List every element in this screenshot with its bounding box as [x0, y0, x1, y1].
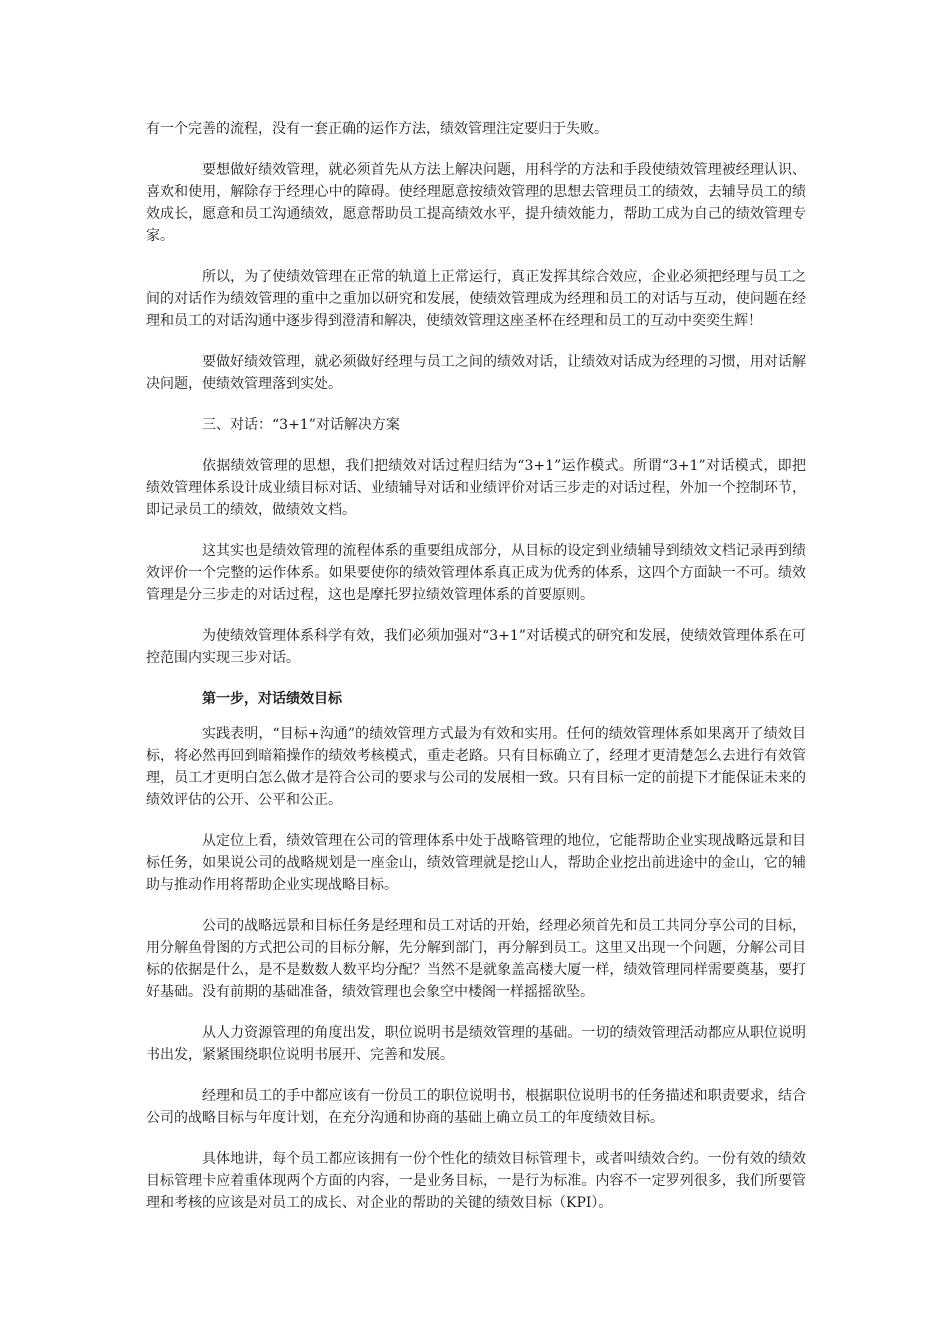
paragraph-annual-goals: 经理和员工的手中都应该有一份员工的职位说明书，根据职位说明书的任务描述和职责要求，结合公司的战略目标与年度计划，在充分沟通和协商的基础上确立员工的年度绩效目标。	[146, 1088, 806, 1126]
paragraph-dialogue-importance: 所以，为了使绩效管理在正常的轨道上正常运行，真正发挥其综合效应，企业必须把经理与员工之间的对话作为绩效管理的重中之重加以研究和发展，使绩效管理成为经理和员工的对话与互动，使问题在经理和员工的对话沟通中逐步得到澄清和解决，使绩效管理这座圣杯在经理和员工的互动中奕奕生辉！	[146, 269, 806, 329]
paragraph-method: 要想做好绩效管理，就必须首先从方法上解决问题，用科学的方法和手段使绩效管理被经理认识、喜欢和使用，解除存于经理心中的障碍。使经理愿意按绩效管理的思想去管理员工的绩效，去辅导员工的绩效成长，愿意和员工沟通绩效，愿意帮助员工提高绩效水平，提升绩效能力，帮助工成为自己的绩效管理专家。	[146, 162, 806, 244]
paragraph-kpi-card: 具体地讲，每个员工都应该拥有一份个性化的绩效目标管理卡，或者叫绩效合约。一份有效的绩效目标管理卡应着重体现两个方面的内容，一是业务目标，一是行为标准。内容不一定罗列很多，我们所要管理和考核的应该是对员工的成长、对企业的帮助的关键的绩效目标（KPI）。	[146, 1151, 806, 1211]
paragraph-failure-warning: 有一个完善的流程，没有一套正确的运作方法，绩效管理注定要归于失败。	[146, 121, 608, 137]
paragraph-goal-communication: 实践表明，“目标+沟通”的绩效管理方式最为有效和实用。任何的绩效管理体系如果离开了绩效目标，将必然再回到暗箱操作的绩效考核模式，重走老路。只有目标确立了，经理才更清楚怎么去进行有效管理，员工才更明白怎么做才是符合公司的要求与公司的发展相一致。只有目标一定的前提下才能保证未来的绩效评估的公开、公平和公正。	[146, 726, 806, 808]
paragraph-process-system: 这其实也是绩效管理的流程体系的重要组成部分，从目标的设定到业绩辅导到绩效文档记录再到绩效评价一个完整的运作体系。如果要使你的绩效管理体系真正成为优秀的体系，这四个方面缺一不可。绩效管理是分三步走的对话过程，这也是摩托罗拉绩效管理体系的首要原则。	[146, 543, 806, 603]
paragraph-dialogue-habit: 要做好绩效管理，就必须做好经理与员工之间的绩效对话，让绩效对话成为经理的习惯，用对话解决问题，使绩效管理落到实处。	[146, 354, 806, 392]
heading-step-one: 第一步，对话绩效目标	[202, 691, 342, 707]
paragraph-strategic-position: 从定位上看，绩效管理在公司的管理体系中处于战略管理的地位，它能帮助企业实现战略远景和目标任务，如果说公司的战略规划是一座金山，绩效管理就是挖山人，帮助企业挖出前进途中的金山，它的辅助与推动作用将帮助企业实现战略目标。	[146, 833, 806, 893]
paragraph-goal-decomposition: 公司的战略远景和目标任务是经理和员工对话的开始，经理必须首先和员工共同分享公司的目标，用分解鱼骨图的方式把公司的目标分解，先分解到部门，再分解到员工。这里又出现一个问题，分解公司目标的依据是什么，是不是数数人数平均分配？当然不是就象盖高楼大厦一样，绩效管理同样需要奠基，要打好基础。没有前期的基础准备，绩效管理也会象空中楼阁一样摇摇欲坠。	[146, 918, 806, 1000]
paragraph-three-step: 为使绩效管理体系科学有效，我们必须加强对“3+1”对话模式的研究和发展，使绩效管理体系在可控范围内实现三步对话。	[146, 628, 806, 666]
paragraph-job-description: 从人力资源管理的角度出发，职位说明书是绩效管理的基础。一切的绩效管理活动都应从职位说明书出发，紧紧围绕职位说明书展开、完善和发展。	[146, 1025, 806, 1063]
document-body	[146, 118, 806, 1233]
section-title-3plus1: 三、对话：“3+1”对话解决方案	[202, 417, 400, 433]
paragraph-3plus1-model: 依据绩效管理的思想，我们把绩效对话过程归结为“3+1”运作模式。所谓“3+1”对话模式，即把绩效管理体系设计成业绩目标对话、业绩辅导对话和业绩评价对话三步走的对话过程，外加一个控制环节，即记录员工的绩效，做绩效文档。	[146, 458, 806, 518]
